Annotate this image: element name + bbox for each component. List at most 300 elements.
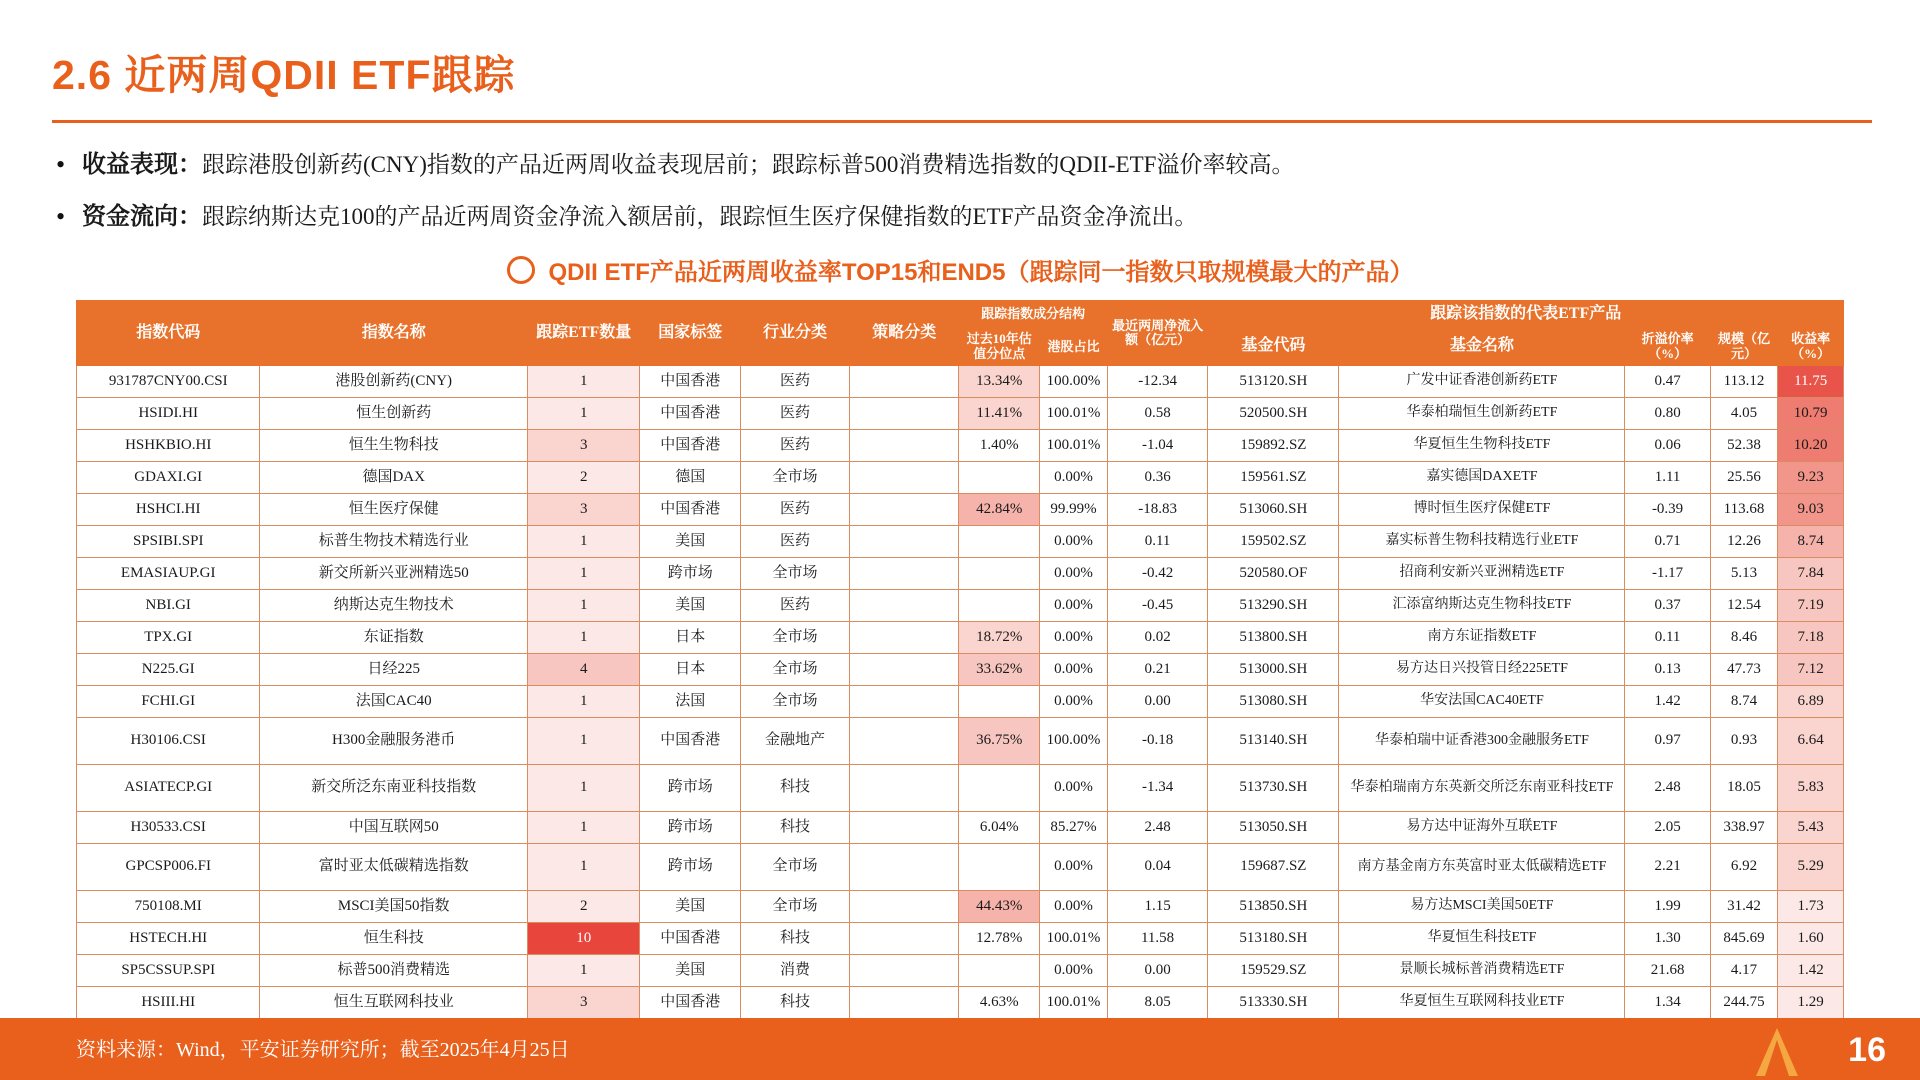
cell-etf-count: 3: [528, 429, 640, 461]
cell-hk-ratio: 0.00%: [1040, 653, 1108, 685]
cell-industry: 消费: [740, 954, 849, 986]
cell-hk-ratio: 85.27%: [1040, 811, 1108, 843]
cell-scale: 5.13: [1710, 557, 1778, 589]
cell-industry: 科技: [740, 811, 849, 843]
cell-hk-ratio: 0.00%: [1040, 621, 1108, 653]
bullet-text: 跟踪纳斯达克100的产品近两周资金净流入额居前，跟踪恒生医疗保健指数的ETF产品资金净流出。: [202, 204, 1198, 229]
cell-etf-count: 1: [528, 954, 640, 986]
cell-etf-count: 4: [528, 653, 640, 685]
cell-index-name: 标普生物技术精选行业: [260, 525, 528, 557]
col-fund-name: 基金名称: [1339, 328, 1625, 366]
cell-return: 9.23: [1778, 461, 1844, 493]
cell-index-code: H30533.CSI: [77, 811, 260, 843]
col-group-index-structure: 跟踪指数成分结构: [959, 301, 1108, 328]
cell-etf-count: 1: [528, 717, 640, 764]
cell-netflow: -0.18: [1107, 717, 1207, 764]
cell-fund-name: 易方达中证海外互联ETF: [1339, 811, 1625, 843]
cell-industry: 医药: [740, 429, 849, 461]
cell-country: 中国香港: [640, 493, 740, 525]
col-netflow: 最近两周净流入额（亿元）: [1107, 301, 1207, 366]
cell-hk-ratio: 0.00%: [1040, 890, 1108, 922]
cell-index-code: HSIDI.HI: [77, 397, 260, 429]
cell-scale: 0.93: [1710, 717, 1778, 764]
cell-hk-ratio: 100.00%: [1040, 717, 1108, 764]
cell-hk-ratio: 0.00%: [1040, 461, 1108, 493]
cell-netflow: 2.48: [1107, 811, 1207, 843]
cell-netflow: 0.02: [1107, 621, 1207, 653]
cell-valuation: 12.78%: [959, 922, 1040, 954]
cell-premium: 1.99: [1625, 890, 1710, 922]
cell-scale: 113.12: [1710, 365, 1778, 397]
cell-country: 中国香港: [640, 717, 740, 764]
cell-hk-ratio: 0.00%: [1040, 764, 1108, 811]
cell-premium: -0.39: [1625, 493, 1710, 525]
cell-fund-code: 513290.SH: [1208, 589, 1339, 621]
table-row[interactable]: [77, 922, 1844, 954]
cell-scale: 338.97: [1710, 811, 1778, 843]
list-item: [56, 150, 1856, 180]
cell-strategy: [850, 764, 959, 811]
cell-country: 中国香港: [640, 429, 740, 461]
cell-valuation: [959, 589, 1040, 621]
cell-netflow: 0.04: [1107, 843, 1207, 890]
cell-hk-ratio: 100.01%: [1040, 922, 1108, 954]
cell-premium: 2.21: [1625, 843, 1710, 890]
cell-scale: 4.05: [1710, 397, 1778, 429]
cell-netflow: 0.36: [1107, 461, 1207, 493]
bullet-label: 收益表现：: [82, 152, 202, 178]
table-row[interactable]: [77, 811, 1844, 843]
source-note: 资料来源：Wind，平安证券研究所；截至2025年4月25日: [76, 1039, 570, 1061]
cell-industry: 医药: [740, 589, 849, 621]
cell-netflow: -1.04: [1107, 429, 1207, 461]
cell-fund-name: 华安法国CAC40ETF: [1339, 685, 1625, 717]
cell-index-code: SPSIBI.SPI: [77, 525, 260, 557]
cell-industry: 全市场: [740, 843, 849, 890]
cell-strategy: [850, 397, 959, 429]
cell-premium: 0.80: [1625, 397, 1710, 429]
cell-fund-name: 汇添富纳斯达克生物科技ETF: [1339, 589, 1625, 621]
cell-hk-ratio: 100.00%: [1040, 365, 1108, 397]
bullet-dot-icon: •: [56, 150, 66, 179]
col-hk-ratio: 港股占比: [1040, 328, 1108, 366]
cell-etf-count: 1: [528, 557, 640, 589]
cell-return: 8.74: [1778, 525, 1844, 557]
col-fund-code: 基金代码: [1208, 328, 1339, 366]
cell-fund-name: 博时恒生医疗保健ETF: [1339, 493, 1625, 525]
cell-premium: 0.13: [1625, 653, 1710, 685]
cell-premium: 1.11: [1625, 461, 1710, 493]
cell-valuation: 36.75%: [959, 717, 1040, 764]
cell-fund-name: 华夏恒生互联网科技业ETF: [1339, 986, 1625, 1018]
list-item: [56, 202, 1856, 232]
cell-netflow: 11.58: [1107, 922, 1207, 954]
cell-country: 日本: [640, 653, 740, 685]
cell-strategy: [850, 493, 959, 525]
cell-netflow: 0.00: [1107, 954, 1207, 986]
cell-industry: 医药: [740, 397, 849, 429]
bullet-label: 资金流向：: [82, 204, 202, 230]
table-row[interactable]: [77, 589, 1844, 621]
cell-valuation: [959, 685, 1040, 717]
cell-premium: 0.47: [1625, 365, 1710, 397]
cell-fund-code: 513060.SH: [1208, 493, 1339, 525]
cell-industry: 全市场: [740, 621, 849, 653]
cell-scale: 47.73: [1710, 653, 1778, 685]
cell-return: 1.73: [1778, 890, 1844, 922]
cell-etf-count: 1: [528, 365, 640, 397]
table-row[interactable]: [77, 621, 1844, 653]
cell-hk-ratio: 0.00%: [1040, 954, 1108, 986]
cell-fund-code: 159892.SZ: [1208, 429, 1339, 461]
cell-scale: 6.92: [1710, 843, 1778, 890]
cell-hk-ratio: 0.00%: [1040, 685, 1108, 717]
cell-index-name: H300金融服务港币: [260, 717, 528, 764]
page-title: 2.6 近两周QDII ETF跟踪: [52, 52, 516, 98]
cell-fund-name: 易方达MSCI美国50ETF: [1339, 890, 1625, 922]
cell-return: 7.12: [1778, 653, 1844, 685]
table-row[interactable]: [77, 986, 1844, 1018]
cell-fund-code: 520580.OF: [1208, 557, 1339, 589]
cell-country: 跨市场: [640, 811, 740, 843]
cell-strategy: [850, 685, 959, 717]
cell-index-code: ASIATECP.GI: [77, 764, 260, 811]
cell-index-name: 法国CAC40: [260, 685, 528, 717]
cell-fund-code: 159529.SZ: [1208, 954, 1339, 986]
cell-industry: 金融地产: [740, 717, 849, 764]
cell-index-code: HSHCI.HI: [77, 493, 260, 525]
cell-index-name: 恒生科技: [260, 922, 528, 954]
cell-valuation: 33.62%: [959, 653, 1040, 685]
cell-country: 中国香港: [640, 365, 740, 397]
cell-industry: 科技: [740, 986, 849, 1018]
cell-netflow: 0.58: [1107, 397, 1207, 429]
cell-strategy: [850, 621, 959, 653]
cell-fund-name: 易方达日兴投管日经225ETF: [1339, 653, 1625, 685]
cell-premium: 1.42: [1625, 685, 1710, 717]
cell-index-code: NBI.GI: [77, 589, 260, 621]
cell-premium: 0.06: [1625, 429, 1710, 461]
cell-fund-name: 南方基金南方东英富时亚太低碳精选ETF: [1339, 843, 1625, 890]
cell-valuation: 6.04%: [959, 811, 1040, 843]
cell-hk-ratio: 0.00%: [1040, 843, 1108, 890]
table-row[interactable]: [77, 653, 1844, 685]
cell-valuation: 4.63%: [959, 986, 1040, 1018]
table-row[interactable]: [77, 429, 1844, 461]
cell-fund-name: 南方东证指数ETF: [1339, 621, 1625, 653]
title-divider: [52, 120, 1872, 123]
cell-netflow: 0.00: [1107, 685, 1207, 717]
cell-strategy: [850, 525, 959, 557]
cell-valuation: 13.34%: [959, 365, 1040, 397]
cell-return: 10.79: [1778, 397, 1844, 429]
cell-industry: 全市场: [740, 653, 849, 685]
cell-fund-code: 159687.SZ: [1208, 843, 1339, 890]
cell-index-name: 日经225: [260, 653, 528, 685]
bullet-dot-icon: •: [56, 202, 66, 231]
cell-scale: 31.42: [1710, 890, 1778, 922]
cell-fund-code: 513080.SH: [1208, 685, 1339, 717]
col-return: 收益率（%）: [1778, 328, 1844, 366]
cell-index-code: GDAXI.GI: [77, 461, 260, 493]
table-row[interactable]: [77, 365, 1844, 397]
table-row[interactable]: [77, 685, 1844, 717]
cell-industry: 科技: [740, 922, 849, 954]
cell-index-name: 恒生互联网科技业: [260, 986, 528, 1018]
cell-return: 7.18: [1778, 621, 1844, 653]
cell-etf-count: 1: [528, 764, 640, 811]
cell-index-name: 新交所泛东南亚科技指数: [260, 764, 528, 811]
cell-country: 中国香港: [640, 397, 740, 429]
qdii-etf-table: [76, 300, 1844, 1051]
cell-scale: 52.38: [1710, 429, 1778, 461]
col-strategy: 策略分类: [850, 301, 959, 366]
cell-fund-code: 520500.SH: [1208, 397, 1339, 429]
table-body: [77, 365, 1844, 1050]
cell-fund-code: 513730.SH: [1208, 764, 1339, 811]
cell-etf-count: 1: [528, 811, 640, 843]
cell-etf-count: 10: [528, 922, 640, 954]
company-logo-icon: [1754, 1026, 1800, 1078]
cell-premium: 21.68: [1625, 954, 1710, 986]
cell-fund-name: 嘉实德国DAXETF: [1339, 461, 1625, 493]
cell-country: 中国香港: [640, 986, 740, 1018]
cell-index-code: H30106.CSI: [77, 717, 260, 764]
cell-strategy: [850, 717, 959, 764]
col-group-rep-etf: 跟踪该指数的代表ETF产品: [1208, 301, 1844, 328]
cell-industry: 全市场: [740, 890, 849, 922]
cell-return: 1.29: [1778, 986, 1844, 1018]
col-scale: 规模（亿元）: [1710, 328, 1778, 366]
cell-industry: 医药: [740, 493, 849, 525]
cell-hk-ratio: 0.00%: [1040, 557, 1108, 589]
cell-country: 跨市场: [640, 764, 740, 811]
cell-fund-code: 513800.SH: [1208, 621, 1339, 653]
cell-index-code: HSIII.HI: [77, 986, 260, 1018]
cell-strategy: [850, 653, 959, 685]
cell-index-name: 纳斯达克生物技术: [260, 589, 528, 621]
table-row[interactable]: [77, 717, 1844, 764]
cell-etf-count: 2: [528, 461, 640, 493]
circle-bullet-icon: [507, 256, 535, 284]
cell-industry: 医药: [740, 525, 849, 557]
cell-strategy: [850, 461, 959, 493]
cell-index-code: GPCSP006.FI: [77, 843, 260, 890]
cell-fund-name: 华夏恒生生物科技ETF: [1339, 429, 1625, 461]
table-row[interactable]: [77, 843, 1844, 890]
cell-index-code: 931787CNY00.CSI: [77, 365, 260, 397]
cell-return: 10.20: [1778, 429, 1844, 461]
cell-scale: 25.56: [1710, 461, 1778, 493]
table-row[interactable]: [77, 557, 1844, 589]
cell-return: 7.19: [1778, 589, 1844, 621]
cell-scale: 8.74: [1710, 685, 1778, 717]
cell-strategy: [850, 843, 959, 890]
cell-scale: 8.46: [1710, 621, 1778, 653]
cell-country: 美国: [640, 954, 740, 986]
cell-country: 日本: [640, 621, 740, 653]
cell-industry: 全市场: [740, 685, 849, 717]
cell-strategy: [850, 890, 959, 922]
cell-fund-code: 159502.SZ: [1208, 525, 1339, 557]
cell-scale: 12.54: [1710, 589, 1778, 621]
cell-index-name: 东证指数: [260, 621, 528, 653]
cell-valuation: [959, 843, 1040, 890]
cell-scale: 113.68: [1710, 493, 1778, 525]
cell-index-name: 富时亚太低碳精选指数: [260, 843, 528, 890]
cell-etf-count: 2: [528, 890, 640, 922]
table-row[interactable]: [77, 890, 1844, 922]
cell-hk-ratio: 100.01%: [1040, 986, 1108, 1018]
cell-hk-ratio: 0.00%: [1040, 525, 1108, 557]
cell-country: 跨市场: [640, 843, 740, 890]
cell-etf-count: 1: [528, 843, 640, 890]
cell-netflow: 0.11: [1107, 525, 1207, 557]
cell-country: 美国: [640, 890, 740, 922]
col-country: 国家标签: [640, 301, 740, 366]
table-row[interactable]: [77, 461, 1844, 493]
page-number: 16: [1848, 1031, 1886, 1069]
cell-strategy: [850, 365, 959, 397]
cell-valuation: 1.40%: [959, 429, 1040, 461]
cell-etf-count: 1: [528, 621, 640, 653]
cell-valuation: [959, 764, 1040, 811]
cell-index-name: 恒生生物科技: [260, 429, 528, 461]
cell-scale: 18.05: [1710, 764, 1778, 811]
cell-fund-code: 513180.SH: [1208, 922, 1339, 954]
cell-industry: 全市场: [740, 557, 849, 589]
table-row[interactable]: [77, 525, 1844, 557]
cell-return: 6.89: [1778, 685, 1844, 717]
cell-hk-ratio: 100.01%: [1040, 397, 1108, 429]
bullet-text: 跟踪港股创新药(CNY)指数的产品近两周收益表现居前；跟踪标普500消费精选指数的QDII-ETF溢价率较高。: [202, 152, 1295, 177]
cell-fund-name: 华夏恒生科技ETF: [1339, 922, 1625, 954]
cell-fund-code: 159561.SZ: [1208, 461, 1339, 493]
cell-scale: 845.69: [1710, 922, 1778, 954]
cell-country: 德国: [640, 461, 740, 493]
cell-index-name: 恒生创新药: [260, 397, 528, 429]
cell-netflow: -0.45: [1107, 589, 1207, 621]
cell-index-code: TPX.GI: [77, 621, 260, 653]
cell-index-name: 中国互联网50: [260, 811, 528, 843]
cell-netflow: -1.34: [1107, 764, 1207, 811]
cell-scale: 4.17: [1710, 954, 1778, 986]
cell-valuation: 11.41%: [959, 397, 1040, 429]
cell-valuation: [959, 461, 1040, 493]
cell-valuation: [959, 954, 1040, 986]
cell-premium: 0.11: [1625, 621, 1710, 653]
cell-valuation: 44.43%: [959, 890, 1040, 922]
cell-index-name: 标普500消费精选: [260, 954, 528, 986]
table-row[interactable]: [77, 397, 1844, 429]
cell-fund-name: 华泰柏瑞南方东英新交所泛东南亚科技ETF: [1339, 764, 1625, 811]
cell-strategy: [850, 557, 959, 589]
cell-fund-code: 513000.SH: [1208, 653, 1339, 685]
cell-index-name: 港股创新药(CNY): [260, 365, 528, 397]
table-row[interactable]: [77, 954, 1844, 986]
cell-fund-name: 嘉实标普生物科技精选行业ETF: [1339, 525, 1625, 557]
cell-index-code: FCHI.GI: [77, 685, 260, 717]
table-row[interactable]: [77, 764, 1844, 811]
cell-etf-count: 1: [528, 397, 640, 429]
col-valuation-pct: 过去10年估值分位点: [959, 328, 1040, 366]
cell-index-code: SP5CSSUP.SPI: [77, 954, 260, 986]
cell-index-name: 新交所新兴亚洲精选50: [260, 557, 528, 589]
table-caption: [0, 252, 1920, 287]
cell-return: 5.83: [1778, 764, 1844, 811]
cell-fund-code: 513050.SH: [1208, 811, 1339, 843]
cell-strategy: [850, 986, 959, 1018]
col-industry: 行业分类: [740, 301, 849, 366]
cell-valuation: 18.72%: [959, 621, 1040, 653]
cell-strategy: [850, 589, 959, 621]
cell-fund-code: 513140.SH: [1208, 717, 1339, 764]
cell-fund-name: 华泰柏瑞中证香港300金融服务ETF: [1339, 717, 1625, 764]
cell-return: 7.84: [1778, 557, 1844, 589]
cell-etf-count: 1: [528, 589, 640, 621]
cell-industry: 医药: [740, 365, 849, 397]
cell-valuation: [959, 525, 1040, 557]
cell-premium: 2.48: [1625, 764, 1710, 811]
cell-valuation: 42.84%: [959, 493, 1040, 525]
table-caption-text: QDII ETF产品近两周收益率TOP15和END5（跟踪同一指数只取规模最大的产品）: [548, 259, 1414, 286]
cell-return: 5.29: [1778, 843, 1844, 890]
cell-etf-count: 3: [528, 493, 640, 525]
cell-fund-name: 华泰柏瑞恒生创新药ETF: [1339, 397, 1625, 429]
cell-strategy: [850, 429, 959, 461]
cell-valuation: [959, 557, 1040, 589]
cell-return: 9.03: [1778, 493, 1844, 525]
table-header-group-row: [77, 301, 1844, 328]
table-row[interactable]: [77, 493, 1844, 525]
cell-index-code: HSHKBIO.HI: [77, 429, 260, 461]
cell-scale: 244.75: [1710, 986, 1778, 1018]
cell-premium: 2.05: [1625, 811, 1710, 843]
col-etf-count: 跟踪ETF数量: [528, 301, 640, 366]
cell-etf-count: 1: [528, 525, 640, 557]
col-index-name: 指数名称: [260, 301, 528, 366]
cell-return: 1.42: [1778, 954, 1844, 986]
col-index-code: 指数代码: [77, 301, 260, 366]
cell-scale: 12.26: [1710, 525, 1778, 557]
cell-index-name: 恒生医疗保健: [260, 493, 528, 525]
cell-index-name: 德国DAX: [260, 461, 528, 493]
cell-premium: 0.97: [1625, 717, 1710, 764]
cell-premium: 1.34: [1625, 986, 1710, 1018]
cell-industry: 科技: [740, 764, 849, 811]
cell-index-code: EMASIAUP.GI: [77, 557, 260, 589]
cell-hk-ratio: 100.01%: [1040, 429, 1108, 461]
cell-country: 中国香港: [640, 922, 740, 954]
cell-country: 跨市场: [640, 557, 740, 589]
cell-hk-ratio: 0.00%: [1040, 589, 1108, 621]
col-premium: 折溢价率（%）: [1625, 328, 1710, 366]
cell-index-code: N225.GI: [77, 653, 260, 685]
cell-fund-name: 景顺长城标普消费精选ETF: [1339, 954, 1625, 986]
cell-index-code: 750108.MI: [77, 890, 260, 922]
cell-premium: 0.37: [1625, 589, 1710, 621]
cell-industry: 全市场: [740, 461, 849, 493]
cell-netflow: -18.83: [1107, 493, 1207, 525]
cell-fund-name: 招商利安新兴亚洲精选ETF: [1339, 557, 1625, 589]
cell-fund-name: 广发中证香港创新药ETF: [1339, 365, 1625, 397]
cell-return: 6.64: [1778, 717, 1844, 764]
cell-etf-count: 3: [528, 986, 640, 1018]
cell-etf-count: 1: [528, 685, 640, 717]
cell-netflow: 8.05: [1107, 986, 1207, 1018]
cell-country: 美国: [640, 589, 740, 621]
cell-strategy: [850, 811, 959, 843]
